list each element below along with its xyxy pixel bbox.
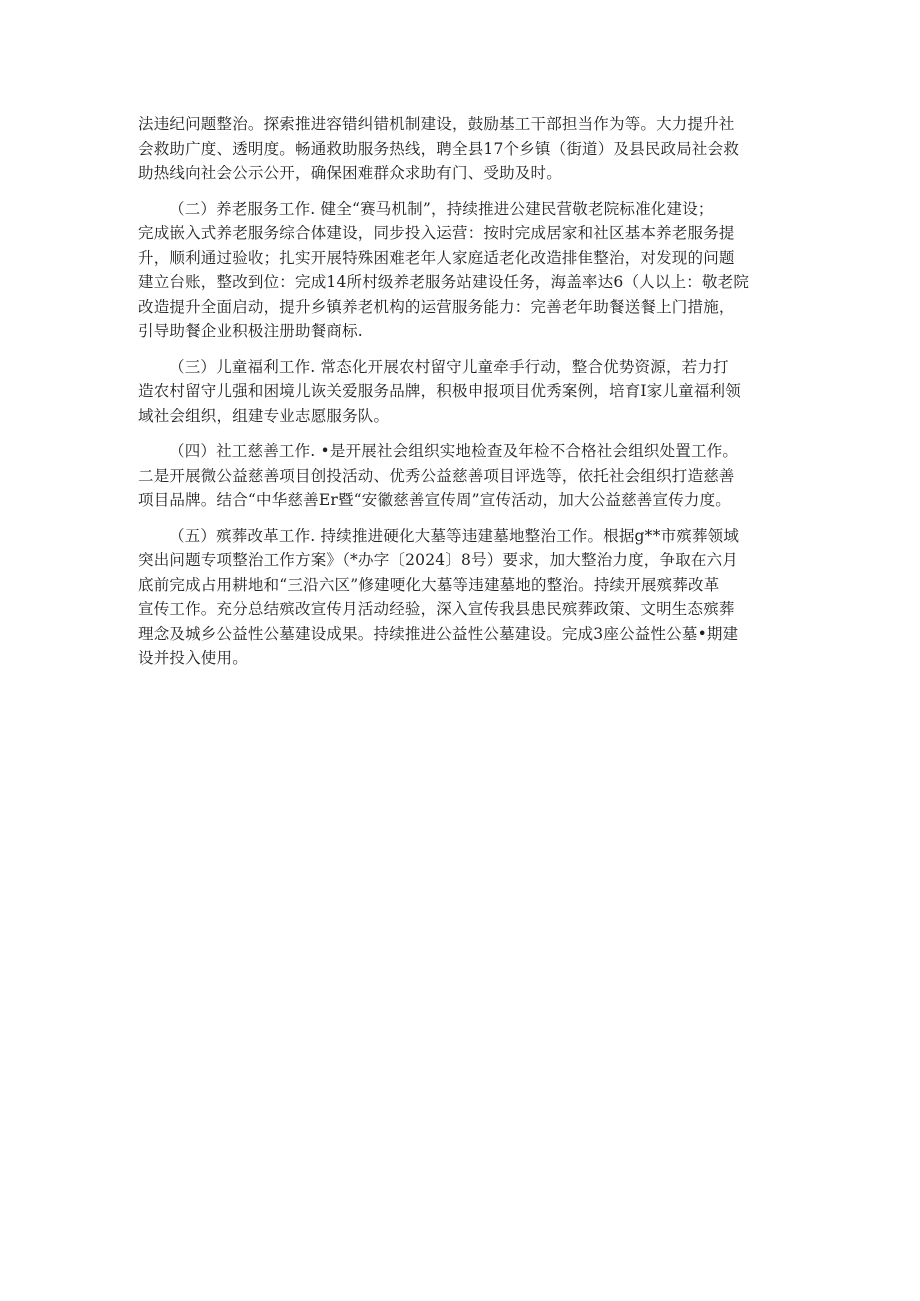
text-line: 法违纪问题整治。探索推进容错纠错机制建设，鼓励基工干部担当作为等。大力提升社 [138, 115, 735, 133]
text-line: 项目品牌。结合“中华慈善Er暨“安徽慈善宣传周”宣传活动，加大公益慈善宣传力度。 [138, 491, 731, 509]
text-line: 造农村留守儿强和困境儿诙关爱服务品牌，积极申报项目优秀案例，培育I家儿童福利领 [138, 382, 741, 400]
text-line: （五）殡葬改革工作. 持续推进硬化大墓等违建墓地整治工作。根据g**市殡葬领域 [169, 526, 740, 545]
text-line: 二是开展微公益慈善项目创投活动、优秀公益慈善项目评选等，依托社会组织打造慈善 [138, 466, 735, 485]
text-line: （三）儿童福利工作. 常态化开展农村留守儿童牵手行动，整合优势资源，若力打 [169, 357, 729, 376]
text-line: 宣传工作。充分总结殡改宣传月活动经验，深入宣传我县患民殡葬政策、文明生态殡葬 [138, 600, 735, 618]
text-line: 域社会组织，组建专业志愿服务队。 [138, 406, 390, 425]
text-line: 理念及城乡公益性公墓建设成果。持续推进公益性公墓建设。完成3座公益性公墓•期建 [138, 624, 739, 643]
text-line: 设并投入使用。 [138, 649, 248, 667]
paragraph-child-welfare [138, 355, 788, 429]
text-line: 升，顺利通过验收；扎实开展特殊困难老年人家庭适老化改造排隹整治，对发现的问题 [138, 248, 735, 267]
text-line: 引导助餐企业积极注册助餐商标. [138, 322, 363, 340]
paragraph-social-work-charity [138, 439, 788, 513]
text-line: 完成嵌入式养老服务综合体建设，同步投入运营：按时完成居家和社区基本养老服务提 [138, 224, 735, 242]
paragraph-elderly-care [138, 197, 788, 344]
text-line: 底前完成占用耕地和“三沿六区”修建哽化大墓等违建墓地的整治。持续开展殡葬改革 [138, 575, 720, 594]
text-line: （二）养老服务工作. 健全“赛马机制”，持续推进公建民营敬老院标准化建设； [169, 199, 714, 218]
text-line: 建立台账，整改到位：完成14所村级养老服务站建设任务，海盖率达6（人以上：敬老院 [138, 273, 750, 291]
text-line: （四）社工慈善工作. •是开展社会组织实地检查及年检不合格社会组织处置工作。 [169, 442, 739, 460]
text-line: 会救助广度、透明度。畅通救助服务热线，聘全县17个乡镇（街道）及县民政局社会救 [138, 139, 740, 158]
text-line: 突出问题专项整治工作方案》（*办字〔2024〕8号）要求，加大整治力度，争取在六月 [138, 551, 739, 569]
text-line: 改造提升全面启动，提升乡镇养老机构的运营服务能力：完善老年助餐送餐上门措施， [138, 297, 735, 316]
document-body [138, 112, 788, 682]
text-line: 助热线向社会公示公开，确保困难群众求助有门、受助及时。 [138, 164, 562, 182]
paragraph-social-assistance [138, 112, 788, 186]
paragraph-funeral-reform [138, 524, 788, 671]
